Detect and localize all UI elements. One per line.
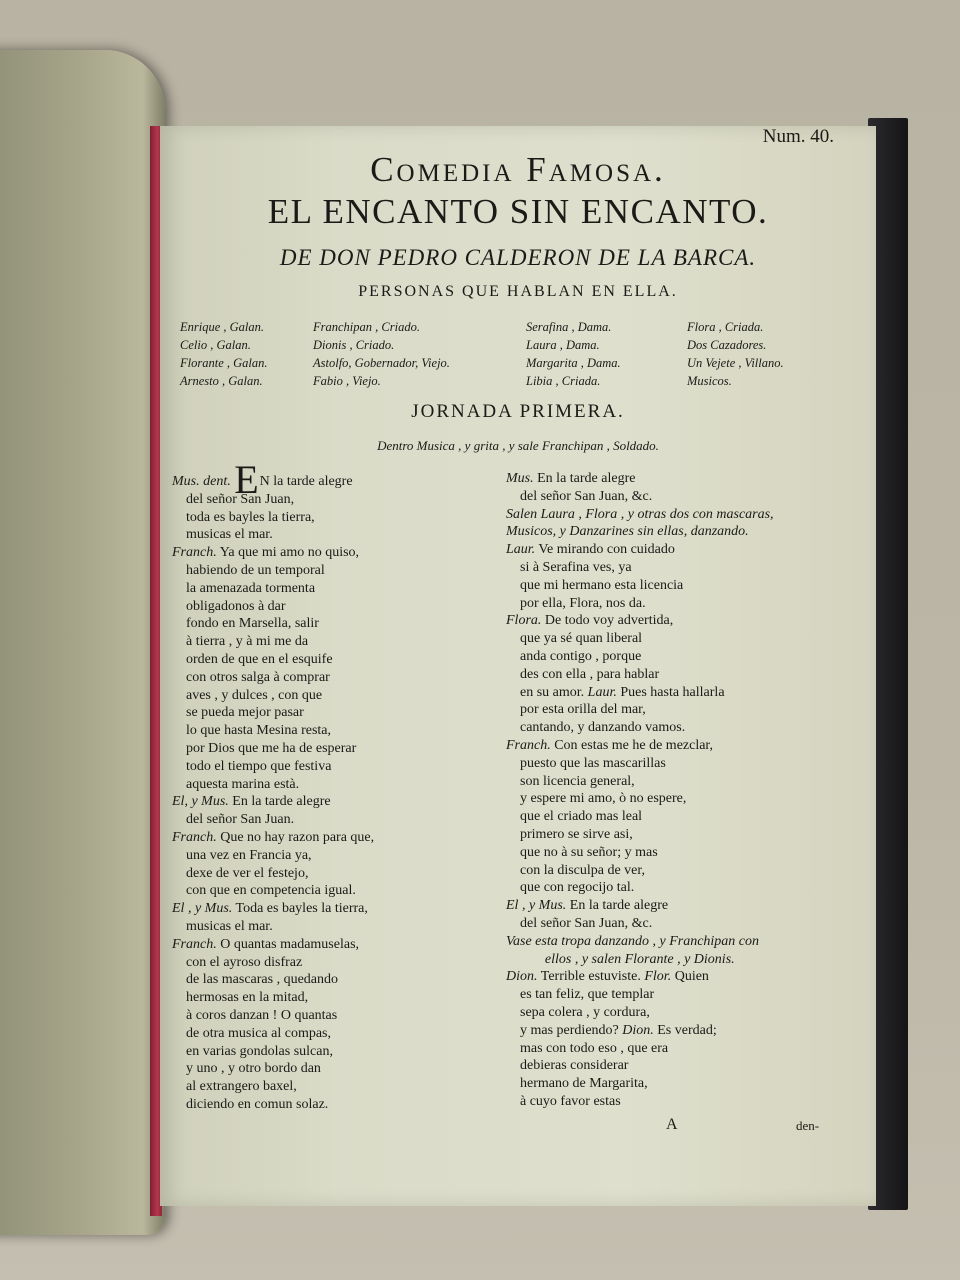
verse-text: Toda es bayles la tierra, <box>232 901 368 917</box>
verse-line <box>506 737 774 755</box>
verse-column-left <box>172 457 375 1114</box>
cast-column-3 <box>526 318 621 390</box>
verse-line: à tierra , y à mi me da <box>186 634 309 650</box>
verse-line <box>506 470 774 488</box>
signature-mark: A <box>666 1116 678 1133</box>
verse-text: Con estas me he de mezclar, <box>550 737 714 753</box>
stage-direction: Salen Laura , Flora , y otras dos con mascaras, <box>506 506 774 522</box>
verse-line: del señor San Juan, <box>186 491 295 507</box>
verse-line: habiendo de un temporal <box>186 562 325 578</box>
left-page-curl <box>0 50 165 1235</box>
speaker-label: Franch. <box>172 545 217 561</box>
cast-entry: Margarita , Dama. <box>526 356 621 370</box>
stage-direction: ellos , y salen Florante , y Dionis. <box>544 951 735 967</box>
verse-line <box>172 544 374 562</box>
stage-direction: Dentro Musica , y grita , y sale Franchipan , Soldado. <box>377 438 659 453</box>
cast-entry: Astolfo, Gobernador, Viejo. <box>313 356 450 370</box>
verse-line <box>506 1022 774 1040</box>
verse-text: En la tarde alegre <box>533 471 636 486</box>
verse-line <box>506 612 774 630</box>
speaker-label: Laur. <box>506 542 536 558</box>
book-page <box>160 126 876 1206</box>
cast-entry: Fabio , Viejo. <box>313 374 381 388</box>
verse-line: musicas el mar. <box>186 527 273 543</box>
speaker-label: Mus. dent. <box>172 474 231 489</box>
verse-line: con que en competencia igual. <box>186 883 356 899</box>
verse-text: Es verdad; <box>653 1022 717 1038</box>
verse-line: con otros salga à comprar <box>186 669 330 685</box>
title-play: EL ENCANTO SIN ENCANTO. <box>267 192 769 231</box>
verse-line: puesto que las mascarillas <box>520 755 666 771</box>
verse-line <box>172 936 374 954</box>
speaker-label: Flora. <box>506 613 542 629</box>
verse-line: y espere mi amo, ò no espere, <box>520 791 687 807</box>
verse-line: del señor San Juan. <box>186 812 295 828</box>
verse-line: en varias gondolas sulcan, <box>186 1043 333 1059</box>
verse-line: y uno , y otro bordo dan <box>186 1061 321 1077</box>
verse-line: hermano de Margarita, <box>520 1076 648 1092</box>
verse-line: des con ella , para hablar <box>520 666 660 682</box>
verse-text: Pues hasta hallarla <box>616 684 725 700</box>
speaker-label: Franch. <box>506 737 551 753</box>
verse-line: es tan feliz, que templar <box>520 987 655 1003</box>
author-line: DE DON PEDRO CALDERON DE LA BARCA. <box>279 245 757 270</box>
verse-line <box>506 897 774 915</box>
cast-column-1 <box>180 318 268 390</box>
verse-text: Quien <box>671 969 709 985</box>
speaker-label: Franch. <box>172 829 217 845</box>
verse-line: musicas el mar. <box>186 918 273 934</box>
verse-line <box>506 684 774 702</box>
verse-line: diciendo en comun solaz. <box>186 1096 329 1112</box>
cast-entry: Dos Cazadores. <box>687 338 767 352</box>
verse-line: debieras considerar <box>520 1058 629 1074</box>
verse-line: dexe de ver el festejo, <box>186 865 309 881</box>
verse-text: Ya que mi amo no quiso, <box>216 545 360 561</box>
verse-line: à cuyo favor estas <box>520 1093 621 1109</box>
verse-line: del señor San Juan, &c. <box>520 915 653 931</box>
verse-line: orden de que en el esquife <box>186 651 333 667</box>
verse-line: que no à su señor; y mas <box>520 844 658 860</box>
cast-entry: Flora , Criada. <box>687 320 764 334</box>
verse-line <box>172 829 374 847</box>
verse-line: del señor San Juan, &c. <box>520 488 653 504</box>
verse-line: cantando, y danzando vamos. <box>520 720 686 736</box>
title-comedia: Comedia Famosa. <box>370 150 666 189</box>
verse-text: En la tarde alegre <box>228 794 331 810</box>
verse-line <box>506 541 774 559</box>
cast-entry: Franchipan , Criado. <box>313 320 420 334</box>
verse-line: si à Serafina ves, ya <box>520 559 632 575</box>
verse-line: mas con todo eso , que era <box>520 1040 669 1056</box>
cast-entry: Florante , Galan. <box>180 356 268 370</box>
verse-line: de otra musica al compas, <box>186 1025 332 1041</box>
verse-column-right <box>506 470 774 1111</box>
cast-entry: Serafina , Dama. <box>526 320 612 334</box>
verse-line: por ella, Flora, nos da. <box>520 595 646 611</box>
verse-line: de las mascaras , quedando <box>186 972 338 988</box>
verse-text: Ve mirando con cuidado <box>535 542 675 558</box>
verse-line: toda es bayles la tierra, <box>186 509 315 525</box>
verse-line: son licencia general, <box>520 773 635 789</box>
page-number: Num. 40. <box>762 126 834 147</box>
verse-line: primero se sirve asi, <box>520 826 633 842</box>
verse-text: Que no hay razon para que, <box>216 829 375 845</box>
catchword: den- <box>796 1118 820 1133</box>
verse-line: aquesta marina està. <box>186 776 300 792</box>
verse-line: por Dios que me ha de esperar <box>186 740 357 756</box>
verse-line: lo que hasta Mesina resta, <box>186 723 332 739</box>
speaker-label: El, y Mus. <box>172 794 229 810</box>
verse-line: que mi hermano esta licencia <box>520 577 684 593</box>
verse-text: y mas perdiendo? <box>520 1022 623 1038</box>
verse-line: por esta orilla del mar, <box>520 702 646 718</box>
drop-cap: E <box>234 457 259 502</box>
stage-direction: Musicos, y Danzarines sin ellas, danzando. <box>506 524 749 540</box>
cast-entry: Un Vejete , Villano. <box>687 356 784 370</box>
verse-line <box>506 968 774 986</box>
cast-column-4 <box>687 318 784 390</box>
speaker-label: El , y Mus. <box>506 898 567 914</box>
verse-line: la amenazada tormenta <box>186 580 316 596</box>
verse-line: aves , y dulces , con que <box>186 687 323 703</box>
verse-line: todo el tiempo que festiva <box>186 758 332 774</box>
verse-line <box>172 793 374 811</box>
speaker-label: Laur. <box>587 684 617 700</box>
cast-entry: Dionis , Criado. <box>313 338 395 352</box>
verse-text: Terrible estuviste. <box>537 969 645 985</box>
cast-entry: Celio , Galan. <box>180 338 251 352</box>
cast-entry: Musicos. <box>687 374 732 388</box>
jornada-heading: JORNADA PRIMERA. <box>411 401 625 422</box>
verse-text: N la tarde alegre <box>259 474 353 489</box>
verse-line <box>172 900 374 918</box>
stage-direction: Vase esta tropa danzando , y Franchipan con <box>506 933 760 949</box>
verse-line: con el ayroso disfraz <box>186 954 303 970</box>
speaker-label: Franch. <box>172 936 217 952</box>
cast-column-2 <box>313 318 450 390</box>
speaker-label: Flor. <box>644 969 672 985</box>
verse-line: obligadonos à dar <box>186 598 286 614</box>
verse-line: se pueda mejor pasar <box>186 705 304 721</box>
verse-line: fondo en Marsella, salir <box>186 616 319 632</box>
verse-line: sepa colera , y cordura, <box>520 1004 650 1020</box>
verse-line: anda contigo , porque <box>520 648 642 664</box>
verse-text: En la tarde alegre <box>566 898 669 914</box>
verse-text: O quantas madamuselas, <box>216 936 360 952</box>
verse-line: que con regocijo tal. <box>520 880 635 896</box>
verse-text: en su amor. <box>520 684 588 700</box>
cast-entry: Libia , Criada. <box>526 374 601 388</box>
verse-line: al extrangero baxel, <box>186 1079 297 1095</box>
verse-text: De todo voy advertida, <box>541 613 674 629</box>
cast-entry: Laura , Dama. <box>526 338 600 352</box>
verse-line: que ya sé quan liberal <box>520 631 643 647</box>
personas-heading: PERSONAS QUE HABLAN EN ELLA. <box>358 283 678 300</box>
speaker-label: Dion. <box>622 1022 654 1038</box>
verse-line: que el criado mas leal <box>520 809 643 825</box>
verse-line: una vez en Francia ya, <box>186 847 312 863</box>
speaker-label: Mus. <box>506 471 534 486</box>
verse-line: à coros danzan ! O quantas <box>186 1007 338 1023</box>
cast-entry: Arnesto , Galan. <box>180 374 263 388</box>
speaker-label: El , y Mus. <box>172 901 233 917</box>
verse-line: hermosas en la mitad, <box>186 990 309 1006</box>
verse-line: con la disculpa de ver, <box>520 862 646 878</box>
cast-entry: Enrique , Galan. <box>180 320 265 334</box>
speaker-label: Dion. <box>506 969 538 985</box>
